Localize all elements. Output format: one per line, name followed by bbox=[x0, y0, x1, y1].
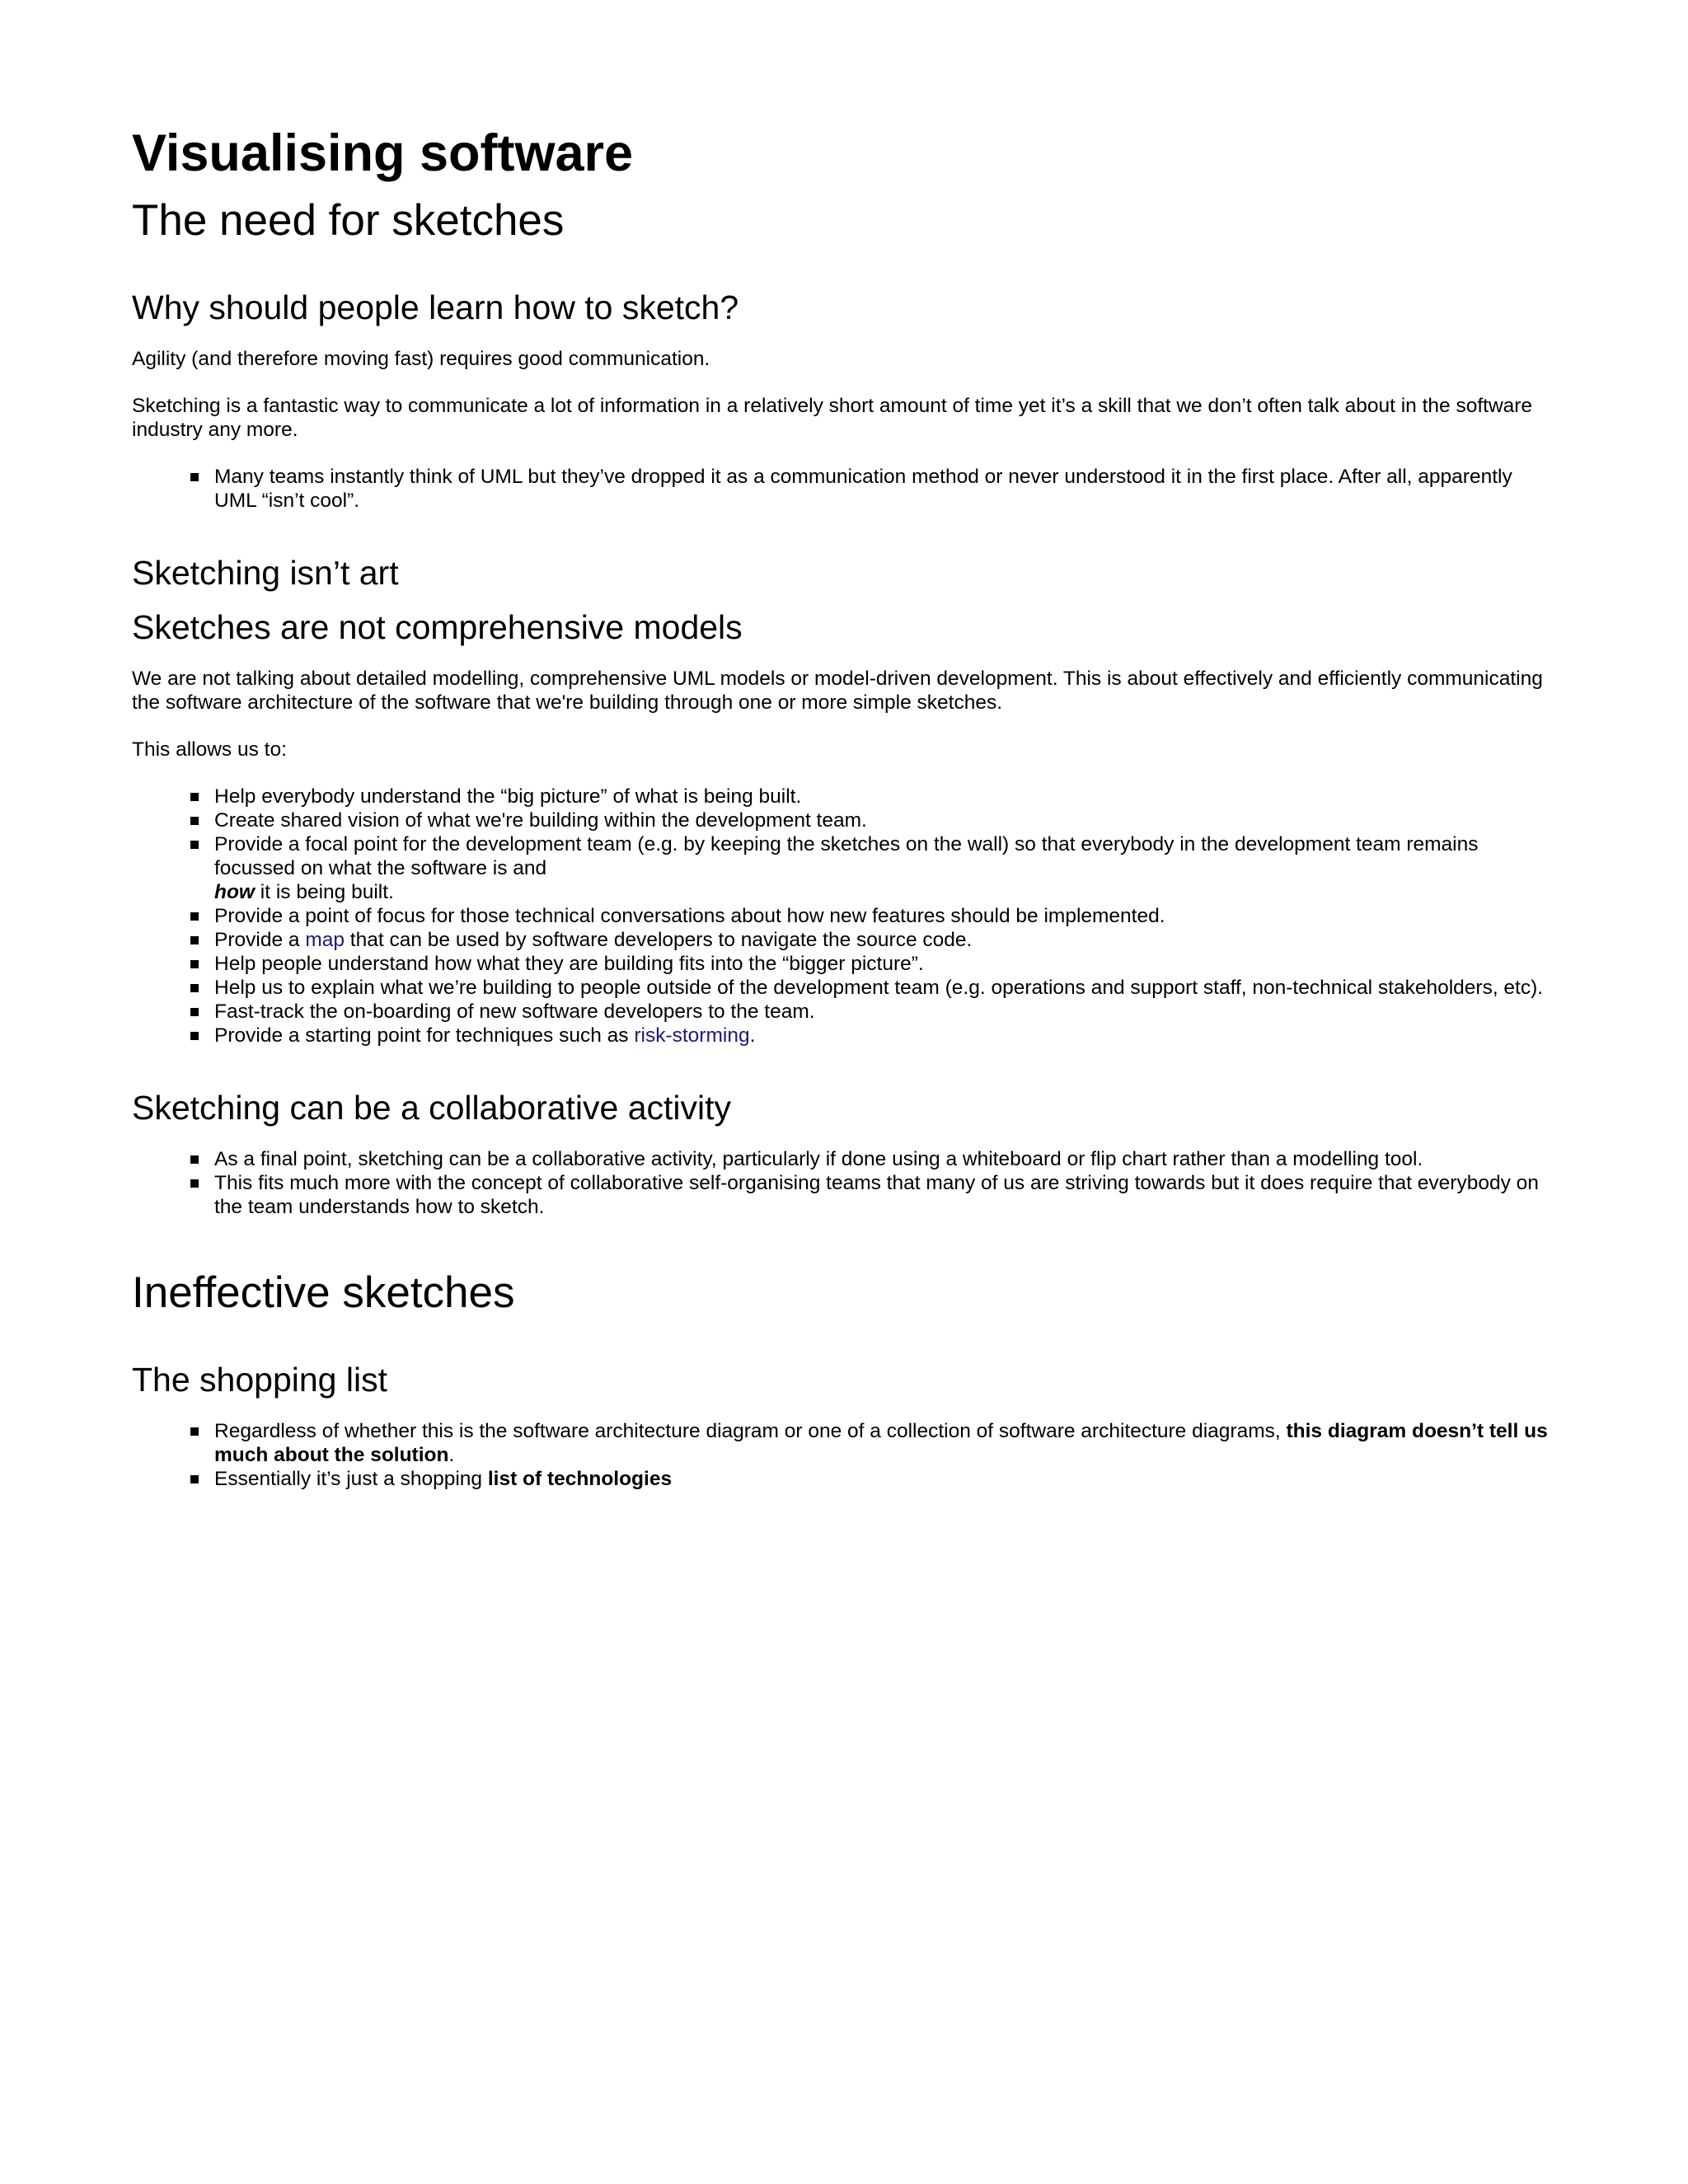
subheading-collaborative-activity: Sketching can be a collaborative activity bbox=[132, 1088, 732, 1127]
emphasis-text: this diagram doesn’t tell us much about the solution bbox=[214, 1419, 1548, 1466]
paragraph-sketching-fantastic: Sketching is a fantastic way to communicate a lot of information in a relatively short amount of time yet it’s a skill that we don’t often talk about in the software industry any more. bbox=[132, 395, 1533, 442]
list-item: Many teams instantly think of UML but they’ve dropped it as a communication method or never understood it in the first place. After all, apparently UML “isn’t cool”. bbox=[214, 465, 1550, 513]
list-item-text: Provide a bbox=[214, 928, 306, 951]
bullet-list-collaborative bbox=[214, 1147, 1550, 1219]
emphasis-text: list of technologies bbox=[487, 1467, 673, 1490]
bullet-list-benefits bbox=[214, 785, 1550, 1047]
list-item bbox=[214, 1024, 1550, 1047]
paragraph-not-detailed-modelling: We are not talking about detailed modelling, comprehensive UML models or model-driven development. This is about effectively and efficiently communicating the software architecture of the software that we're building through one or more simple sketches. bbox=[132, 667, 1543, 714]
bullet-list-shopping bbox=[214, 1419, 1550, 1491]
list-item: Help everybody understand the “big picture” of what is being built. bbox=[214, 785, 1550, 808]
list-item: Create shared vision of what we're building within the development team. bbox=[214, 808, 1550, 832]
list-item-text: Essentially it’s just a shopping bbox=[214, 1467, 488, 1490]
list-item-text: Provide a starting point for techniques such as bbox=[214, 1024, 635, 1047]
section-heading-ineffective-sketches: Ineffective sketches bbox=[132, 1268, 515, 1318]
list-item: This fits much more with the concept of collaborative self-organising teams that many of us are striving towards but it does require that everybody on the team understands how to sketch. bbox=[214, 1171, 1550, 1219]
list-item-text: that can be used by software developers to navigate the source code. bbox=[344, 928, 973, 951]
paragraph-agility: Agility (and therefore moving fast) requires good communication. bbox=[132, 348, 710, 371]
paragraph-this-allows-us: This allows us to: bbox=[132, 738, 287, 761]
emphasis-how: how bbox=[214, 880, 255, 903]
list-item: Provide a point of focus for those technical conversations about how new features should be implemented. bbox=[214, 904, 1550, 928]
bullet-list-uml bbox=[214, 465, 1550, 513]
list-item-text: . bbox=[749, 1024, 756, 1047]
list-item-text: Regardless of whether this is the software architecture diagram or one of a collection of software architecture diagrams, bbox=[214, 1419, 1287, 1442]
list-item bbox=[214, 832, 1550, 904]
list-item-text: it is being built. bbox=[255, 880, 394, 903]
document-page bbox=[132, 124, 1550, 1491]
list-item bbox=[214, 1419, 1550, 1467]
page-title: Visualising software bbox=[132, 124, 634, 182]
list-item: Fast-track the on-boarding of new software developers to the team. bbox=[214, 1000, 1550, 1024]
subheading-why-sketch: Why should people learn how to sketch? bbox=[132, 288, 739, 327]
risk-storming-link[interactable]: risk-storming bbox=[634, 1024, 750, 1047]
section-heading-need-for-sketches: The need for sketches bbox=[132, 196, 565, 246]
list-item bbox=[214, 928, 1550, 952]
subheading-shopping-list: The shopping list bbox=[132, 1360, 387, 1399]
list-item: Help people understand how what they are building fits into the “bigger picture”. bbox=[214, 952, 1550, 976]
subheading-sketching-isnt-art: Sketching isn’t art bbox=[132, 554, 399, 593]
map-link[interactable]: map bbox=[305, 928, 345, 951]
list-item-text: Provide a focal point for the development team (e.g. by keeping the sketches on the wall) so that everybody in the development team remains focussed on what the software is and bbox=[214, 832, 1479, 879]
subheading-not-comprehensive-models: Sketches are not comprehensive models bbox=[132, 607, 743, 646]
list-item bbox=[214, 1467, 1550, 1491]
list-item-text: . bbox=[448, 1443, 455, 1466]
list-item: As a final point, sketching can be a collaborative activity, particularly if done using a whiteboard or flip chart rather than a modelling tool. bbox=[214, 1147, 1550, 1171]
list-item: Help us to explain what we’re building to people outside of the development team (e.g. operations and support staff, non-technical stakeholders, etc). bbox=[214, 976, 1550, 1000]
